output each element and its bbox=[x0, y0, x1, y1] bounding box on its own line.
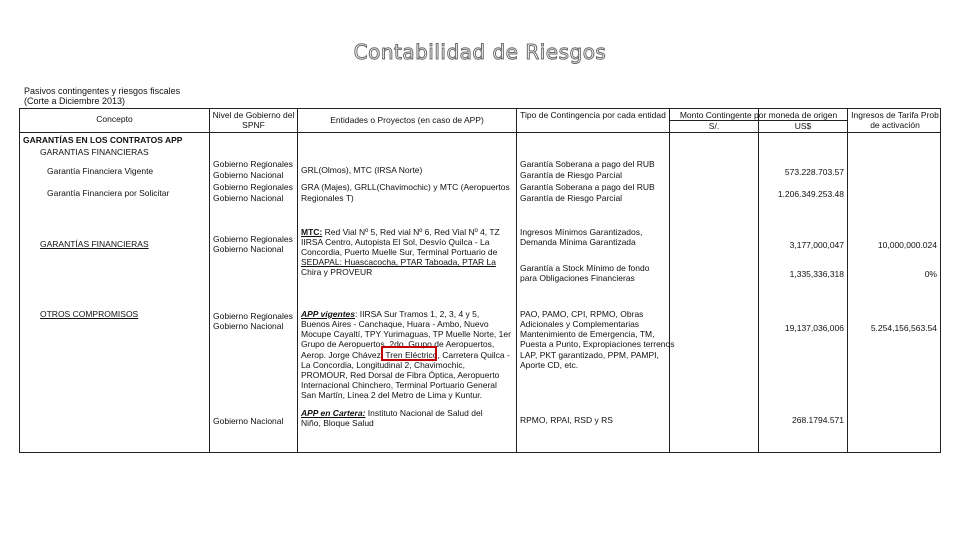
slide-title: Contabilidad de Riesgos bbox=[353, 40, 607, 64]
header-ingresos: Ingresos de Tarifa Prob de activación bbox=[851, 110, 939, 130]
tren-electrico-highlight-box bbox=[381, 346, 437, 361]
row3-ingresos-1: 10,000,000.024 bbox=[877, 240, 937, 250]
row4-entidades-9: San Martín, Línea 2 del Metro de Lima y Kuntur. bbox=[301, 390, 482, 400]
col-divider bbox=[758, 109, 759, 452]
col-divider bbox=[297, 109, 298, 452]
row4-concepto: OTROS COMPROMISOS bbox=[40, 309, 139, 319]
caption-line-1: Pasivos contingentes y riesgos fiscales bbox=[24, 86, 181, 96]
app-cartera-label: APP en Cartera: bbox=[301, 408, 366, 418]
row2-concepto: Garantía Financiera por Solicitar bbox=[47, 188, 170, 198]
row4-entidades-4: Grupo de Aeropuertos, 2do. Grupo de Aeropuertos, bbox=[301, 339, 495, 349]
row2-entidades-2: Regionales T) bbox=[301, 193, 354, 203]
row4-ingresos: 5.254,156,563.54 bbox=[870, 323, 937, 333]
row5-usd: 268.1794.571 bbox=[792, 415, 844, 425]
header-monto: Monto Contingente por moneda de origen bbox=[679, 110, 838, 120]
header-entidades: Entidades o Proyectos (en caso de APP) bbox=[330, 115, 484, 125]
row4-tipo-1: PAO, PAMO, CPI, RPMO, Obras bbox=[520, 309, 644, 319]
row1-tipo-2: Garantía de Riesgo Parcial bbox=[520, 170, 623, 180]
row3-soles: 3,177,000,047 bbox=[789, 240, 844, 250]
risk-table bbox=[19, 108, 941, 453]
row4-nivel-1: Gobierno Regionales bbox=[213, 311, 293, 321]
row3-nivel-2: Gobierno Nacional bbox=[213, 244, 284, 254]
row5-entidades-2: Niño, Bloque Salud bbox=[301, 418, 374, 428]
row1-nivel-2: Gobierno Nacional bbox=[213, 170, 284, 180]
header-concepto: Concepto bbox=[96, 114, 133, 124]
row3-tipo1-2: Demanda Mínima Garantizada bbox=[520, 237, 636, 247]
row2-nivel-2: Gobierno Nacional bbox=[213, 193, 284, 203]
row4-nivel-2: Gobierno Nacional bbox=[213, 321, 284, 331]
row4-tipo-6: Aporte CD, etc. bbox=[520, 360, 579, 370]
row3-tipo1-1: Ingresos Mínimos Garantizados, bbox=[520, 227, 643, 237]
row3-entidades-1: MTC: Red Vial Nº 5, Red vial Nº 6, Red Vial Nº 4, TZ bbox=[301, 227, 500, 237]
row3-entidades-2: IIRSA Centro, Autopista El Sol, Desvío Quilca - La bbox=[301, 237, 490, 247]
row3-usd: 1,335,336,318 bbox=[789, 269, 844, 279]
row1-concepto: Garantía Financiera Vigente bbox=[47, 166, 154, 176]
row1-tipo-1: Garantía Soberana a pago del RUB bbox=[520, 159, 655, 169]
row3-tipo2-1: Garantía a Stock Mínimo de fondo bbox=[520, 263, 650, 273]
row4-usd: 19,137,036,006 bbox=[784, 323, 844, 333]
row2-nivel-1: Gobierno Regionales bbox=[213, 182, 293, 192]
row3-tipo2-2: para Obligaciones Financieras bbox=[520, 273, 635, 283]
row4-tipo-2: Adicionales y Complementarias bbox=[520, 319, 640, 329]
row3-entidades-4: SEDAPAL: Huascacocha, PTAR Taboada, PTAR La bbox=[301, 257, 496, 267]
row4-entidades-7: PROMOUR, Red Dorsal de Fibra Óptica, Aeropuerto bbox=[301, 370, 500, 380]
row4-entidades-8: Internacional Chinchero, Terminal Portuario General bbox=[301, 380, 497, 390]
row2-entidades-1: GRA (Majes), GRLL(Chavimochic) y MTC (Aeropuertos bbox=[301, 182, 510, 192]
row1-usd: 573.228.703.57 bbox=[784, 167, 844, 177]
row1-entidades: GRL(Olmos), MTC (IRSA Norte) bbox=[301, 165, 423, 175]
tren-electrico-text: Tren Eléctrico bbox=[385, 350, 438, 360]
app-vigentes-label: APP vigentes bbox=[301, 309, 356, 319]
row3-entidades-3: Concordia, Puerto Muelle Sur, Terminal Portuario de bbox=[301, 247, 498, 257]
row4-entidades-2: Buenos Aires - Canchaque, Huara - Ambo, Nuevo bbox=[301, 319, 489, 329]
row4-tipo-5: LAP, PKT garantizado, PPM, PAMPI, bbox=[520, 350, 659, 360]
row4-entidades-5: Aerop. Jorge Chávez, Tren Eléctrico, Carretera Quilca - bbox=[301, 350, 510, 360]
col-divider bbox=[847, 109, 848, 452]
header-tipo: Tipo de Contingencia por cada entidad bbox=[520, 110, 666, 120]
row4-entidades-6: La Concordia, Longitudinal 2, Chavimochic, bbox=[301, 360, 465, 370]
header-monto-soles: S/. bbox=[708, 121, 720, 131]
row5-tipo: RPMO, RPAI, RSD y RS bbox=[520, 415, 613, 425]
header-nivel: Nivel de Gobierno del SPNF bbox=[212, 110, 295, 130]
row3-nivel-1: Gobierno Regionales bbox=[213, 234, 293, 244]
col-divider bbox=[516, 109, 517, 452]
row4-entidades-3: Mocupe Cayaltí, TPY Yurimaguas, TP Muelle Norte, 1er bbox=[301, 329, 511, 339]
row3-concepto: GARANTÍAS FINANCIERAS bbox=[40, 239, 149, 249]
row4-tipo-3: Mantenimiento de Emergencia, TM, bbox=[520, 329, 655, 339]
row3-ingresos-2: 0% bbox=[924, 269, 937, 279]
row1-nivel-1: Gobierno Regionales bbox=[213, 159, 293, 169]
header-monto-usd: US$ bbox=[794, 121, 812, 131]
row5-entidades-1: APP en Cartera: Instituto Nacional de Salud del bbox=[301, 408, 483, 418]
sub-title: GARANTIAS FINANCIERAS bbox=[40, 147, 149, 157]
row5-nivel: Gobierno Nacional bbox=[213, 416, 284, 426]
caption-line-2: (Corte a Diciembre 2013) bbox=[24, 96, 126, 106]
col-divider bbox=[209, 109, 210, 452]
row3-mtc-label: MTC: bbox=[301, 227, 323, 237]
section-title: GARANTÍAS EN LOS CONTRATOS APP bbox=[23, 135, 183, 145]
row4-tipo-4: Puesta a Punto, Expropiaciones terrenos bbox=[520, 339, 675, 349]
row2-usd: 1.206.349.253.48 bbox=[777, 189, 844, 199]
row4-entidades-1: APP vigentes: IIRSA Sur Tramos 1, 2, 3, 4 y 5, bbox=[301, 309, 480, 319]
row2-tipo-1: Garantía Soberana a pago del RUB bbox=[520, 182, 655, 192]
col-divider bbox=[669, 109, 670, 452]
row2-tipo-2: Garantía de Riesgo Parcial bbox=[520, 193, 623, 203]
row3-entidades-5: Chira y PROVEUR bbox=[301, 267, 373, 277]
